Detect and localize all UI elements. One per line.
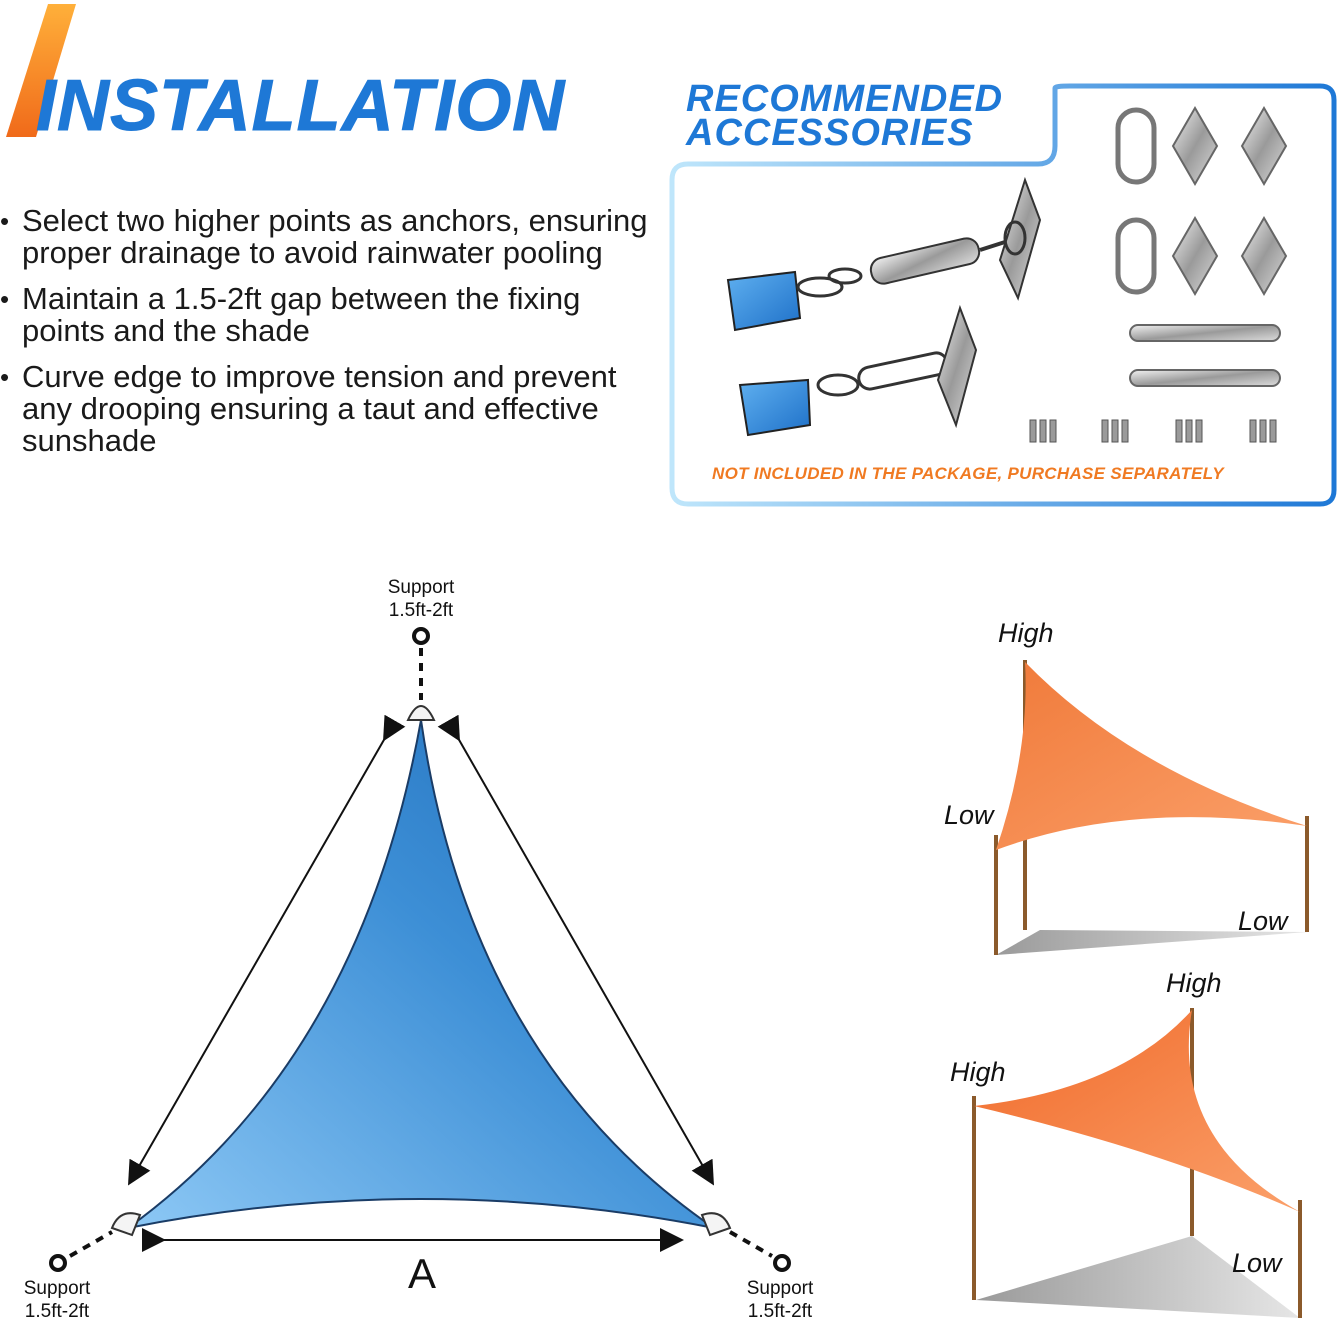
accessories-title-line1: RECOMMENDED <box>686 78 1004 120</box>
support-label-left: Support 1.5ft-2ft <box>23 1278 91 1322</box>
support-label-top: Support 1.5ft-2ft <box>387 577 455 621</box>
support-point-right <box>775 1256 789 1270</box>
setup2-label-high-left: High <box>950 1057 1006 1087</box>
hardware-grid-illustration <box>1030 108 1286 442</box>
d-ring-top <box>408 706 434 720</box>
instruction-list <box>0 205 660 471</box>
setup1-label-low-left: Low <box>944 800 994 830</box>
turnbuckle-assembly-illustration <box>728 180 1040 330</box>
triangle-sail <box>128 720 714 1228</box>
accessories-panel <box>660 80 1341 515</box>
support-point-top <box>414 629 428 643</box>
setup1-label-high: High <box>998 618 1054 648</box>
setup2-label-high-right: High <box>1166 968 1222 998</box>
orange-sail-1 <box>996 662 1307 850</box>
support-label-right: Support 1.5ft-2ft <box>746 1278 814 1322</box>
orange-sail-2 <box>974 1010 1300 1212</box>
instruction-item: • Curve edge to improve tension and prevent any drooping ensuring a taut and effective sunshade <box>0 361 660 457</box>
accessories-title <box>686 78 1004 154</box>
setup2-label-low: Low <box>1232 1248 1282 1278</box>
side-length-label: A <box>408 1250 437 1297</box>
carabiner-assembly-illustration <box>740 308 976 435</box>
triangle-shade-diagram <box>0 560 860 1323</box>
setup1-label-low-right: Low <box>1238 906 1288 936</box>
instruction-item: • Select two higher points as anchors, ensuring proper drainage to avoid rainwater pooling <box>0 205 660 269</box>
support-point-left <box>51 1256 65 1270</box>
d-ring-left <box>112 1213 140 1235</box>
accessories-title-line2: ACCESSORIES <box>686 112 974 154</box>
instruction-item: • Maintain a 1.5-2ft gap between the fixing points and the shade <box>0 283 660 347</box>
page-title: INSTALLATION <box>36 66 566 146</box>
accessories-note: NOT INCLUDED IN THE PACKAGE, PURCHASE SEPARATELY <box>712 464 1224 483</box>
d-ring-right <box>702 1213 730 1235</box>
title-block <box>0 0 600 150</box>
